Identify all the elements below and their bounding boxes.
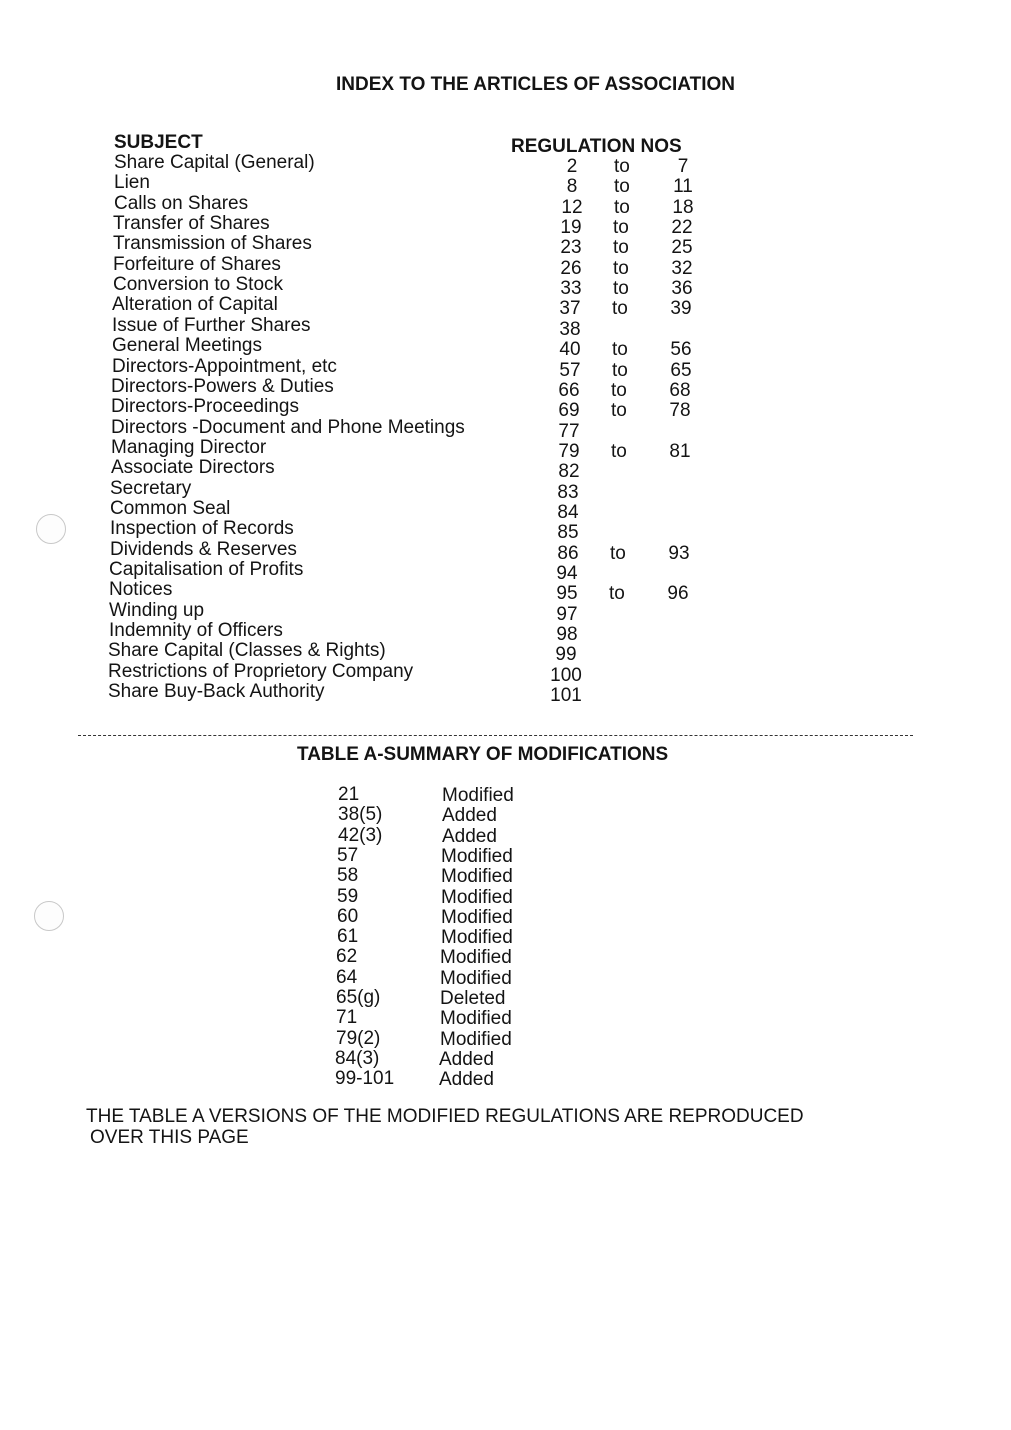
footer-line-2: OVER THIS PAGE — [90, 1127, 249, 1148]
index-row — [112, 314, 712, 340]
index-row — [114, 192, 714, 218]
modification-row — [337, 927, 577, 947]
modification-regulation: 65(g) — [336, 987, 381, 1008]
section-divider — [78, 735, 913, 736]
regulation-to: 7 — [677, 156, 689, 177]
index-row — [108, 640, 708, 666]
index-subject: Share Capital (Classes & Rights) — [108, 640, 386, 662]
index-subject: Associate Directors — [111, 457, 275, 479]
modification-status: Added — [439, 1048, 494, 1070]
regulation-to: 68 — [669, 379, 691, 401]
regulation-from: 86 — [557, 542, 579, 564]
regulation-from: 99 — [555, 644, 577, 666]
modification-row — [336, 1008, 576, 1028]
regulation-from: 94 — [556, 563, 578, 584]
regulation-to: 93 — [668, 542, 690, 564]
index-row — [114, 172, 714, 198]
regulation-to-word: to — [610, 542, 626, 564]
modification-status: Modified — [440, 947, 512, 969]
regulation-to-word: to — [614, 176, 630, 198]
modification-row — [337, 887, 577, 907]
index-row — [110, 497, 710, 523]
regulation-from: 12 — [561, 196, 583, 218]
regulation-from: 2 — [566, 156, 578, 177]
index-row — [114, 152, 714, 177]
index-subject: Managing Director — [111, 436, 267, 458]
regulation-to-word: to — [613, 278, 629, 300]
index-row — [110, 538, 710, 564]
regulation-to: 78 — [669, 400, 691, 422]
index-subject: Calls on Shares — [114, 192, 249, 214]
index-row — [108, 681, 708, 707]
modification-row — [337, 907, 577, 927]
regulation-to-word: to — [614, 156, 630, 177]
regulation-to-word: to — [613, 257, 629, 279]
index-row — [113, 253, 713, 279]
modification-status: Modified — [441, 845, 513, 867]
regulation-to: 56 — [670, 339, 692, 361]
index-row — [111, 375, 711, 401]
index-row — [113, 213, 713, 239]
modification-regulation: 42(3) — [338, 824, 383, 846]
index-row — [110, 477, 710, 503]
index-subject: Issue of Further Shares — [112, 314, 311, 336]
regulation-column-header: REGULATION NOS — [511, 136, 682, 157]
index-subject: Directors-Powers & Duties — [111, 375, 334, 397]
modification-row — [338, 785, 578, 805]
modification-regulation: 59 — [337, 885, 359, 907]
modification-regulation: 57 — [337, 844, 359, 866]
index-subject: Restrictions of Proprietory Company — [108, 660, 414, 682]
modification-row — [335, 1049, 575, 1069]
modification-regulation: 58 — [337, 865, 359, 887]
index-subject: Directors -Document and Phone Meetings — [111, 416, 465, 438]
index-subject: Lien — [114, 172, 150, 194]
regulation-from: 57 — [559, 359, 581, 381]
regulation-to-word: to — [613, 217, 629, 239]
modification-status: Modified — [441, 886, 513, 908]
regulation-from: 100 — [550, 664, 582, 686]
modification-row — [336, 988, 576, 1008]
subject-column-header: SUBJECT — [114, 132, 203, 153]
index-row — [113, 233, 713, 259]
regulation-to: 36 — [671, 278, 693, 300]
modification-row — [338, 826, 578, 846]
index-subject: Indemnity of Officers — [109, 620, 283, 642]
modification-status: Modified — [441, 906, 513, 928]
modification-regulation: 99-101 — [335, 1068, 395, 1090]
modification-status: Modified — [442, 785, 514, 806]
summary-title: TABLE A-SUMMARY OF MODIFICATIONS — [297, 744, 669, 765]
regulation-to: 11 — [673, 176, 693, 198]
modification-row — [336, 947, 576, 967]
modification-regulation: 84(3) — [335, 1047, 380, 1069]
index-row — [111, 396, 711, 422]
regulation-from: 26 — [560, 257, 582, 279]
regulation-from: 85 — [557, 522, 579, 544]
regulation-from: 23 — [560, 237, 582, 259]
index-subject: Secretary — [110, 477, 192, 499]
modification-row — [337, 866, 577, 886]
index-subject: Transmission of Shares — [113, 233, 312, 255]
index-row — [110, 518, 710, 544]
modification-status: Added — [442, 805, 497, 827]
regulation-to: 96 — [667, 583, 689, 605]
index-subject: General Meetings — [112, 335, 262, 357]
index-subject: Transfer of Shares — [113, 213, 270, 235]
regulation-to-word: to — [612, 298, 628, 320]
modification-regulation: 21 — [338, 784, 360, 805]
regulation-from: 82 — [558, 461, 580, 483]
modification-regulation: 38(5) — [338, 804, 383, 826]
regulation-from: 33 — [560, 278, 582, 300]
modification-status: Modified — [440, 967, 512, 989]
index-subject: Conversion to Stock — [113, 274, 284, 296]
regulation-from: 83 — [557, 481, 579, 503]
page-title: INDEX TO THE ARTICLES OF ASSOCIATION — [335, 74, 736, 95]
index-row — [112, 294, 712, 320]
regulation-from: 19 — [560, 217, 582, 239]
regulation-from: 37 — [559, 298, 581, 320]
regulation-from: 97 — [556, 603, 578, 625]
index-row — [109, 620, 709, 646]
index-subject: Winding up — [109, 599, 205, 621]
regulation-from: 40 — [559, 339, 581, 361]
index-row — [109, 559, 709, 584]
index-row — [109, 579, 709, 605]
modification-status: Modified — [440, 1028, 512, 1050]
modification-row — [336, 1029, 576, 1049]
regulation-from: 84 — [557, 501, 579, 523]
regulation-from: 95 — [556, 583, 578, 605]
modification-status: Modified — [440, 1008, 512, 1030]
footer-line-1: THE TABLE A VERSIONS OF THE MODIFIED REGULATIONS ARE REPRODUCED — [86, 1106, 804, 1127]
modification-row — [337, 846, 577, 866]
modification-status: Added — [442, 825, 497, 847]
punch-hole-upper — [36, 514, 66, 544]
modification-status: Added — [439, 1069, 494, 1091]
regulation-to-word: to — [611, 400, 627, 422]
regulation-to-word: to — [609, 583, 625, 605]
index-row — [112, 355, 712, 381]
modification-row — [335, 1069, 575, 1089]
regulation-to-word: to — [614, 196, 630, 218]
modification-status: Modified — [441, 927, 513, 949]
modification-regulation: 64 — [336, 966, 358, 988]
index-row — [109, 599, 709, 625]
modification-regulation: 61 — [337, 926, 359, 948]
regulation-to: 22 — [671, 217, 693, 239]
modification-row — [336, 968, 576, 988]
modification-regulation: 71 — [336, 1007, 358, 1029]
modification-row — [338, 805, 578, 825]
index-row — [111, 436, 711, 462]
index-subject: Directors-Proceedings — [111, 396, 299, 418]
index-row — [112, 335, 712, 361]
index-row — [111, 457, 711, 483]
modification-regulation: 79(2) — [336, 1027, 381, 1049]
index-subject: Alteration of Capital — [112, 294, 278, 316]
regulation-from: 38 — [559, 318, 581, 340]
index-subject: Forfeiture of Shares — [113, 253, 281, 275]
regulation-to-word: to — [612, 339, 628, 361]
index-subject: Share Buy-Back Authority — [108, 681, 325, 703]
index-subject: Capitalisation of Profits — [109, 559, 304, 580]
index-subject: Share Capital (General) — [114, 152, 315, 173]
index-subject: Common Seal — [110, 497, 231, 519]
regulation-to-word: to — [613, 237, 629, 259]
regulation-to: 65 — [670, 359, 692, 381]
regulation-from: 77 — [558, 420, 580, 442]
modification-status: Deleted — [440, 988, 506, 1009]
regulation-from: 98 — [556, 624, 578, 646]
regulation-to: 81 — [669, 440, 691, 462]
regulation-to-word: to — [611, 440, 627, 462]
index-subject: Notices — [109, 579, 173, 601]
index-row — [111, 416, 711, 442]
regulation-from: 79 — [558, 440, 580, 462]
footer-note — [86, 1106, 804, 1148]
index-subject: Dividends & Reserves — [110, 538, 297, 560]
regulation-to: 39 — [670, 298, 692, 320]
punch-hole-lower — [34, 901, 64, 931]
index-row — [108, 660, 708, 686]
regulation-from: 69 — [558, 400, 580, 422]
index-subject: Directors-Appointment, etc — [112, 355, 337, 377]
modification-regulation: 60 — [337, 905, 359, 927]
regulation-to: 32 — [671, 257, 693, 279]
index-row — [113, 274, 713, 300]
regulation-to: 25 — [671, 237, 693, 259]
regulation-to: 18 — [672, 196, 694, 218]
regulation-to-word: to — [611, 379, 627, 401]
modification-regulation: 62 — [336, 946, 358, 968]
index-subject: Inspection of Records — [110, 518, 294, 540]
regulation-from: 101 — [550, 685, 582, 707]
modification-status: Modified — [441, 866, 513, 888]
regulation-from: 66 — [558, 379, 580, 401]
regulation-from: 8 — [566, 176, 578, 198]
regulation-to-word: to — [612, 359, 628, 381]
